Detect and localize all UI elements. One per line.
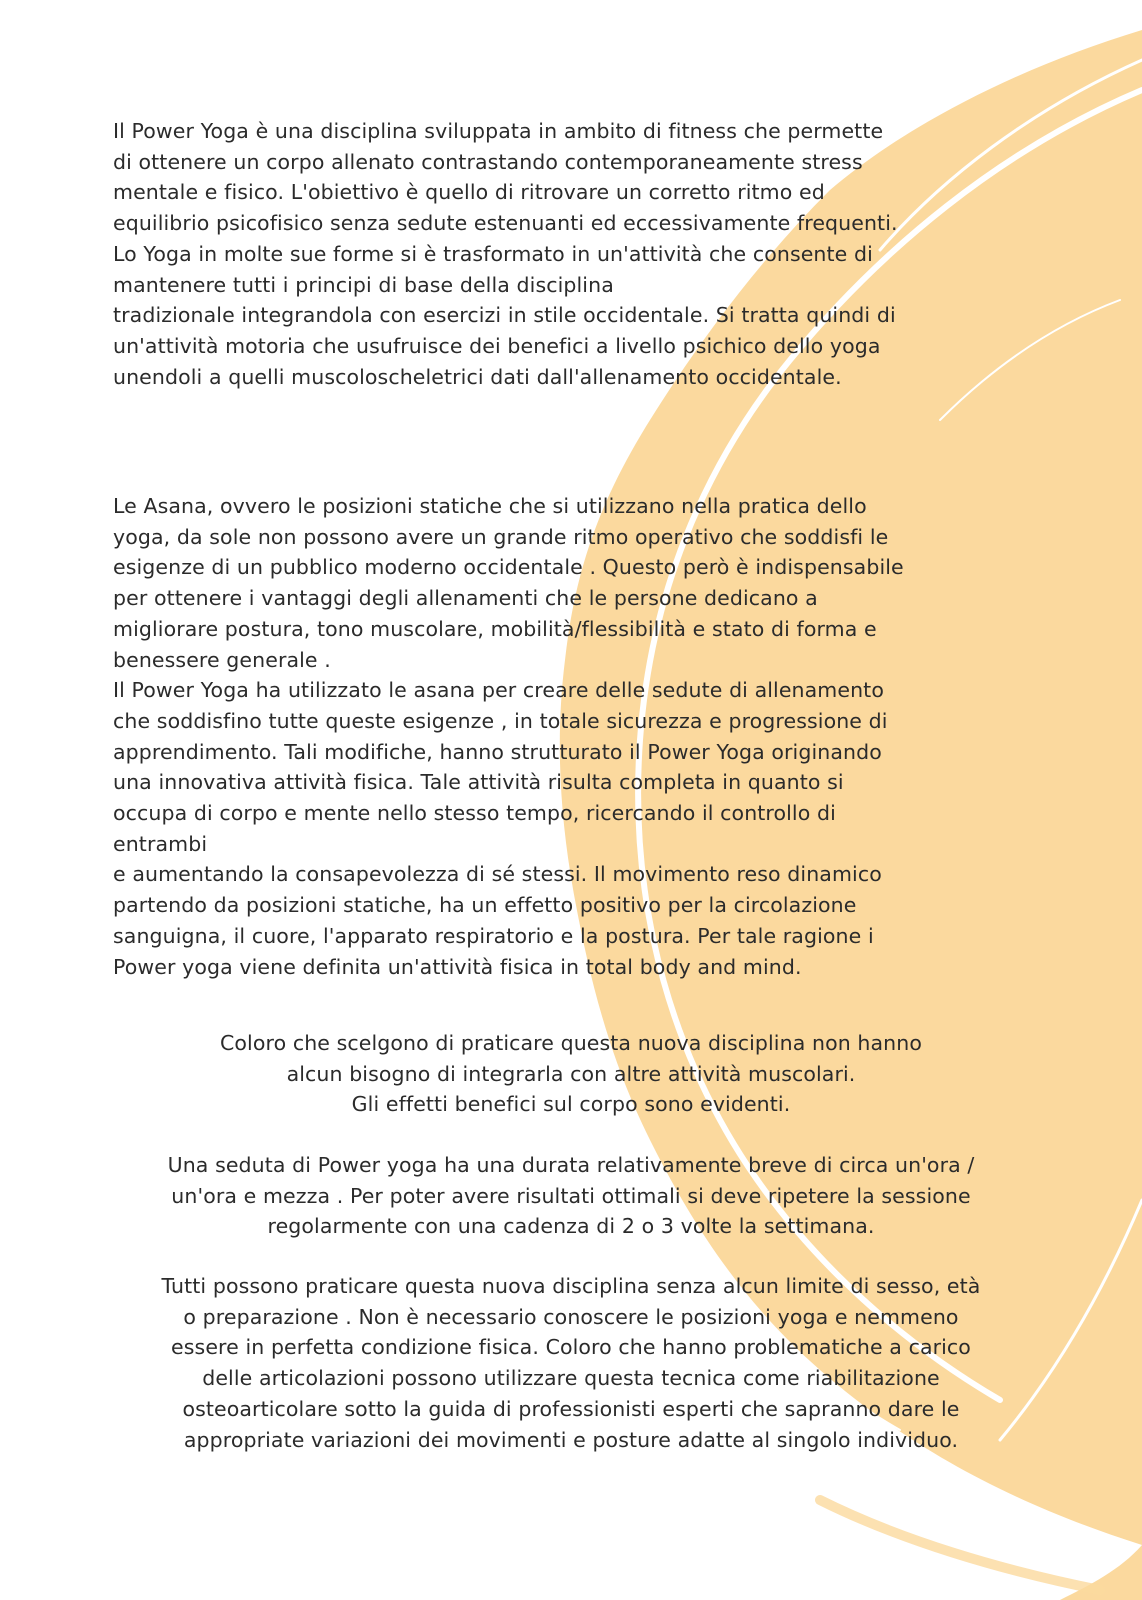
text-line: partendo da posizioni statiche, ha un effetto positivo per la circolazione (113, 893, 857, 918)
text-line: appropriate variazioni dei movimenti e posture adatte al singolo individuo. (183, 1427, 959, 1452)
text-line: unendoli a quelli muscoloscheletrici dati dall'allenamento occidentale. (113, 364, 842, 389)
text-line: mantenere tutti i principi di base della disciplina (113, 272, 614, 297)
text-line: per ottenere i vantaggi degli allenamenti che le persone dedicano a (113, 586, 818, 611)
text-line: entrambi (113, 831, 208, 856)
accessibility-paragraph (0, 1271, 1142, 1455)
text-line: o preparazione . Non è necessario conoscere le posizioni yoga e nemmeno (183, 1304, 959, 1329)
asana-paragraph (113, 491, 904, 982)
text-line: Gli effetti benefici sul corpo sono evidenti. (351, 1092, 791, 1117)
text-line: un'ora e mezza . Per poter avere risultati ottimali si deve ripetere la sessione (171, 1183, 971, 1208)
text-line: di ottenere un corpo allenato contrastando contemporaneamente stress (113, 149, 863, 174)
text-line: che soddisfino tutte queste esigenze , in totale sicurezza e progressione di (113, 708, 888, 733)
text-line: apprendimento. Tali modifiche, hanno strutturato il Power Yoga originando (113, 739, 882, 764)
text-line: delle articolazioni possono utilizzare questa tecnica come riabilitazione (202, 1366, 940, 1391)
text-line: Il Power Yoga ha utilizzato le asana per creare delle sedute di allenamento (113, 678, 884, 703)
text-line: occupa di corpo e mente nello stesso tempo, ricercando il controllo di (113, 801, 836, 826)
text-line: esigenze di un pubblico moderno occidentale . Questo però è indispensabile (113, 555, 904, 580)
text-line: Il Power Yoga è una disciplina sviluppata in ambito di fitness che permette (113, 119, 884, 143)
text-line: osteoarticolare sotto la guida di professionisti esperti che sapranno dare le (182, 1396, 960, 1421)
text-line: benessere generale . (113, 647, 331, 672)
text-line: migliorare postura, tono muscolare, mobilità/flessibilità e stato di forma e (113, 616, 877, 641)
text-line: tradizionale integrandola con esercizi in stile occidentale. Si tratta quindi di (113, 303, 896, 328)
text-line: equilibrio psicofisico senza sedute estenuanti ed eccessivamente frequenti. (113, 211, 898, 236)
text-line: alcun bisogno di integrarla con altre attività muscolari. (286, 1061, 856, 1086)
text-line: Tutti possono praticare questa nuova disciplina senza alcun limite di sesso, età (161, 1274, 981, 1298)
text-line: regolarmente con una cadenza di 2 o 3 volte la settimana. (267, 1214, 875, 1239)
text-line: sanguigna, il cuore, l'apparato respiratorio e la postura. Per tale ragione i (113, 923, 874, 948)
text-line: un'attività motoria che usufruisce dei benefici a livello psichico dello yoga (113, 333, 881, 358)
benefits-paragraph (0, 1028, 1142, 1120)
text-line: mentale e fisico. L'obiettivo è quello di ritrovare un corretto ritmo ed (113, 180, 825, 205)
text-line: Power yoga viene definita un'attività fisica in total body and mind. (113, 954, 802, 979)
text-line: Una seduta di Power yoga ha una durata relativamente breve di circa un'ora / (167, 1153, 975, 1177)
session-duration-paragraph (0, 1150, 1142, 1242)
intro-paragraph (113, 116, 898, 392)
text-line: essere in perfetta condizione fisica. Coloro che hanno problematiche a carico (171, 1335, 971, 1360)
text-line: e aumentando la consapevolezza di sé stessi. Il movimento reso dinamico (113, 862, 882, 887)
text-line: yoga, da sole non possono avere un grande ritmo operativo che soddisfi le (113, 524, 889, 549)
text-line: Le Asana, ovvero le posizioni statiche che si utilizzano nella pratica dello (113, 494, 867, 518)
text-line: Lo Yoga in molte sue forme si è trasformato in un'attività che consente di (113, 241, 873, 266)
text-line: Coloro che scelgono di praticare questa nuova disciplina non hanno (220, 1031, 922, 1055)
text-line: una innovativa attività fisica. Tale attività risulta completa in quanto si (113, 770, 844, 795)
